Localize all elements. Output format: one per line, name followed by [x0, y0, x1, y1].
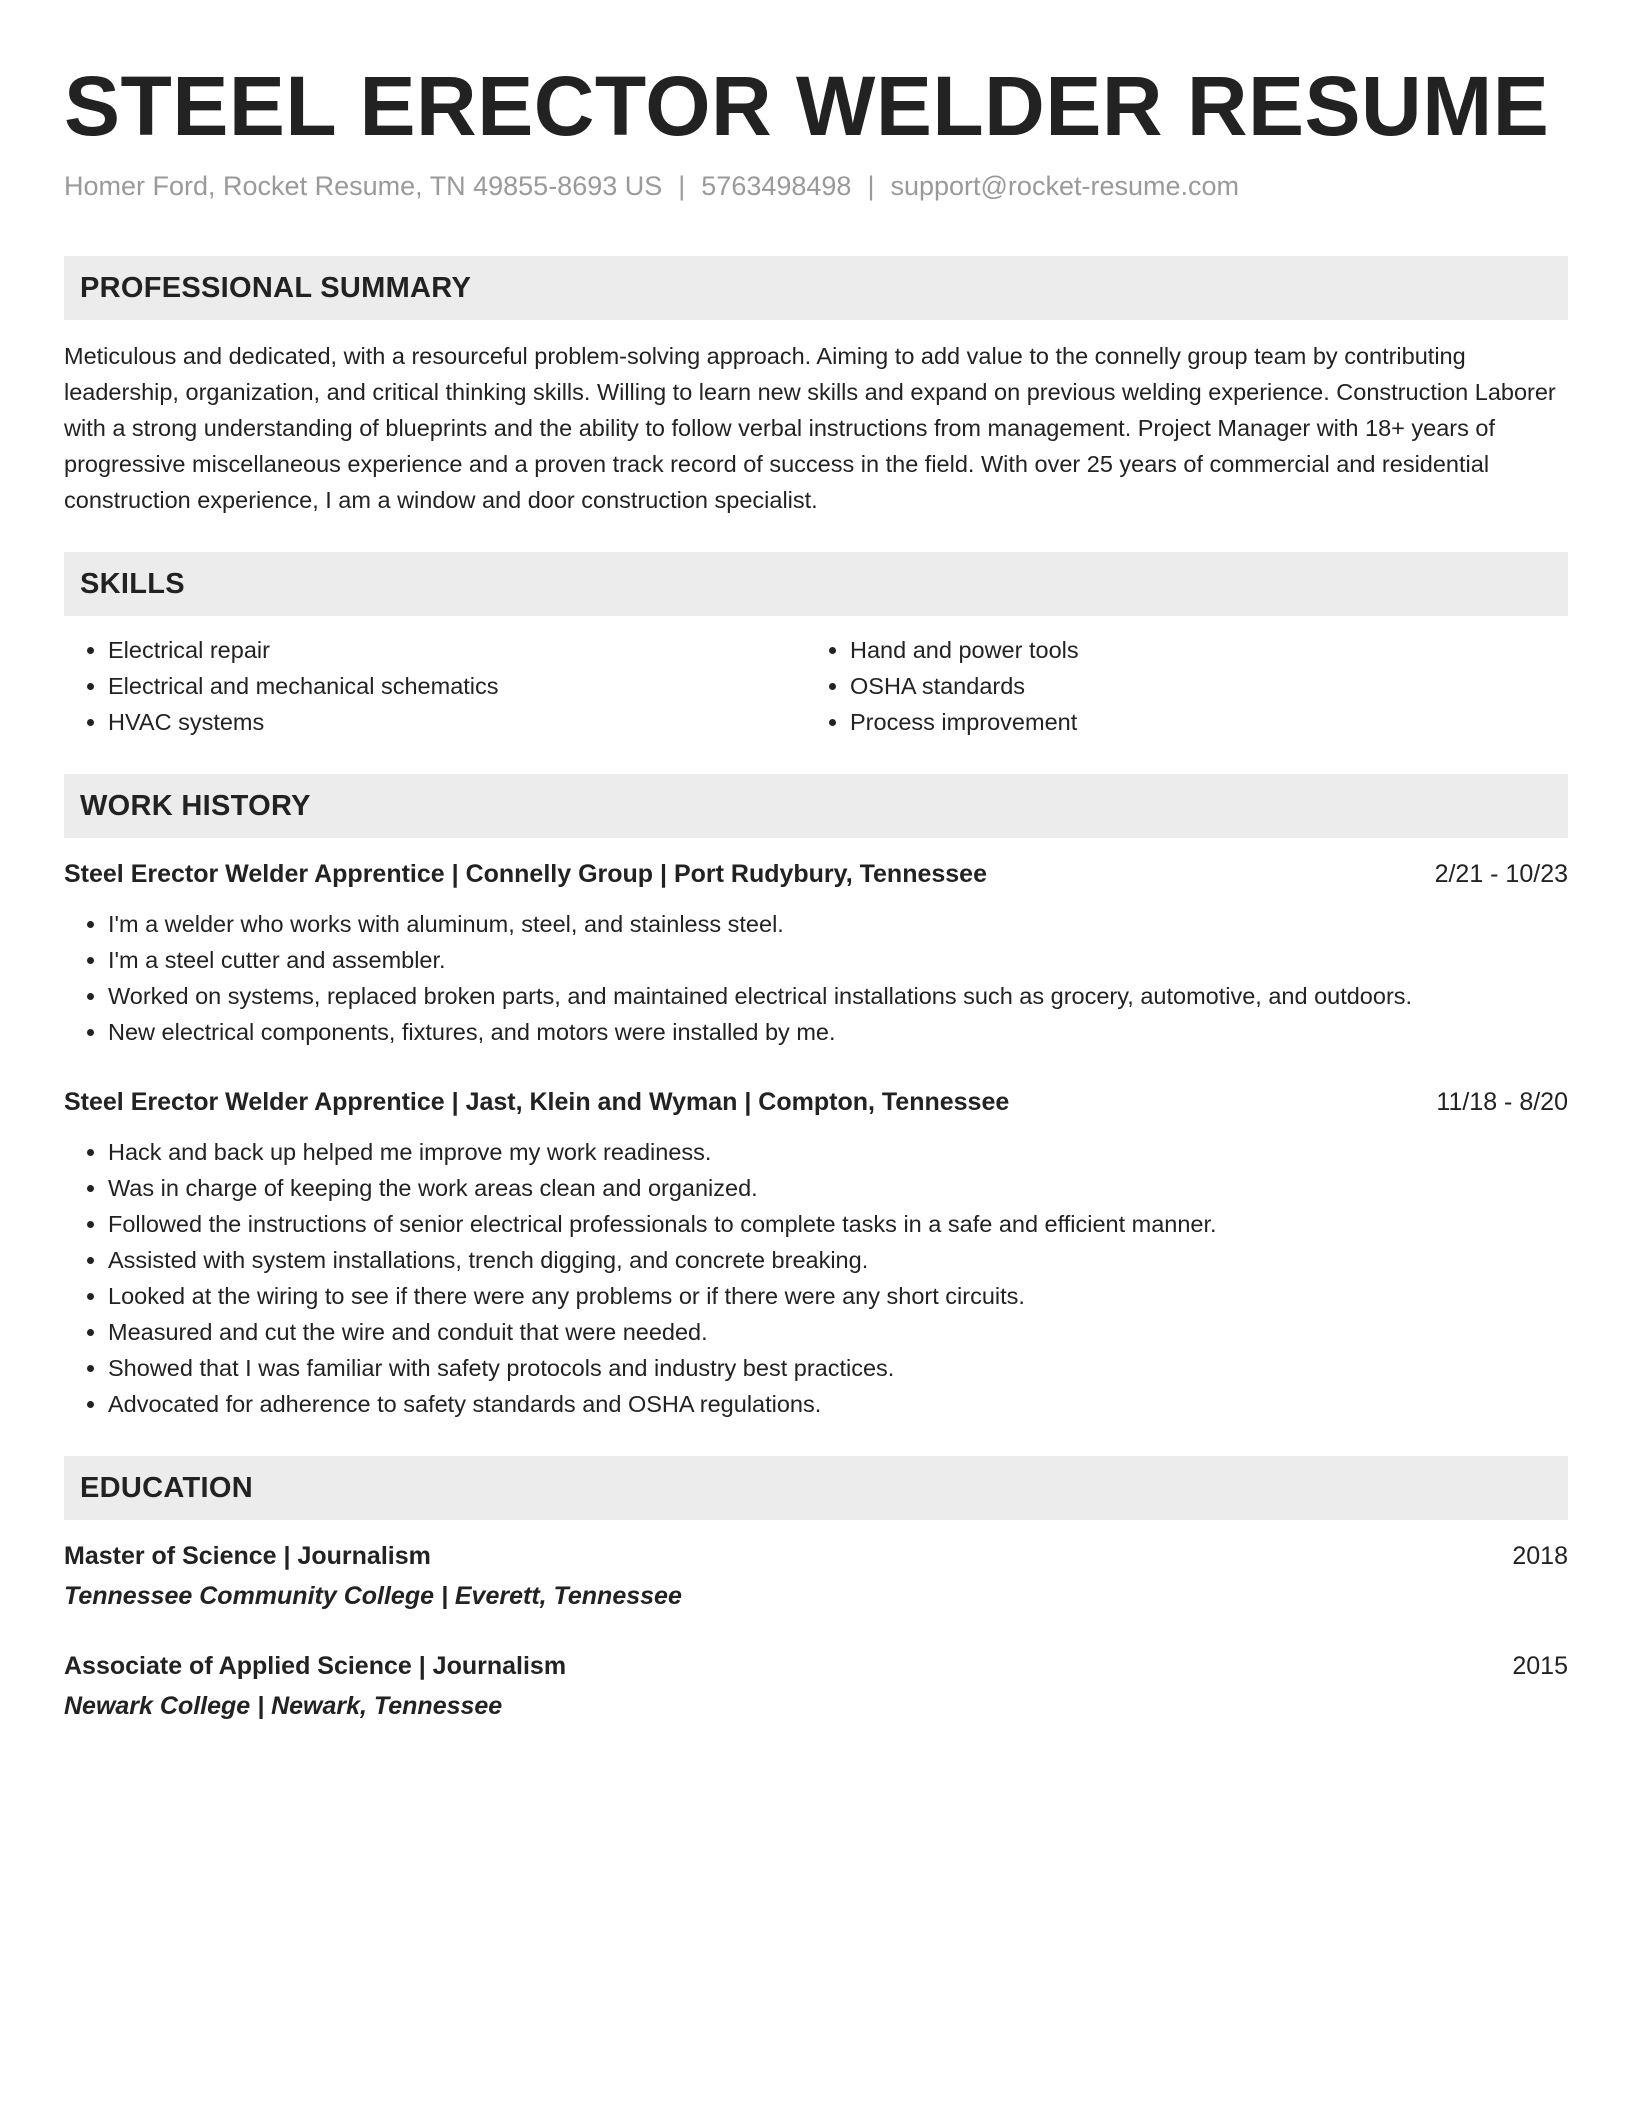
skills-column-right [806, 632, 1548, 740]
contact-email: support@rocket-resume.com [890, 171, 1239, 201]
education-entry [64, 1648, 1568, 1724]
job-bullet: • Advocated for adherence to safety standards and OSHA regulations. [108, 1386, 1568, 1422]
skill-item: • Hand and power tools [850, 632, 1548, 668]
education-school: Newark College | Newark, Tennessee [64, 1692, 503, 1720]
education-header [64, 1538, 1568, 1574]
skill-item: • OSHA standards [850, 668, 1548, 704]
job-header [64, 856, 1568, 892]
job-bullets [64, 1134, 1568, 1422]
education-degree: Associate of Applied Science | Journalism [64, 1652, 567, 1680]
job-bullet: • Assisted with system installations, trench digging, and concrete breaking. [108, 1242, 1568, 1278]
section-header-skills: SKILLS [64, 552, 1568, 616]
job-dates: 11/18 - 8/20 [1436, 1088, 1568, 1116]
job-entry [64, 1084, 1568, 1422]
education-header [64, 1648, 1568, 1684]
job-bullet: • I'm a welder who works with aluminum, steel, and stainless steel. [108, 906, 1568, 942]
summary-text: Meticulous and dedicated, with a resourceful problem-solving approach. Aiming to add value to the connelly group team by contributing leadership, organization, and critical thinking skills. Willing to learn new skills and expand on previous welding experience. Construction Laborer with a strong understanding of blueprints and the ability to follow verbal instructions from management. Project Manager with 18+ years of progressive miscellaneous experience and a proven track record of success in the field. With over 25 years of commercial and residential construction experience, I am a window and door construction specialist. [64, 343, 1556, 513]
contact-line [64, 168, 1568, 204]
job-entry [64, 856, 1568, 1050]
job-bullet: • Hack and back up helped me improve my work readiness. [108, 1134, 1568, 1170]
education-degree: Master of Science | Journalism [64, 1542, 431, 1570]
skill-item: • Electrical and mechanical schematics [108, 668, 806, 704]
contact-separator: | [867, 171, 875, 201]
skills-list [64, 632, 1568, 740]
skills-column-left [64, 632, 806, 740]
job-dates: 2/21 - 10/23 [1434, 860, 1568, 888]
resume-title: STEEL ERECTOR WELDER RESUME [64, 59, 1550, 153]
contact-separator: | [678, 171, 686, 201]
job-title: Steel Erector Welder Apprentice | Jast, Klein and Wyman | Compton, Tennessee [64, 1088, 1010, 1116]
job-title: Steel Erector Welder Apprentice | Connelly Group | Port Rudybury, Tennessee [64, 860, 987, 888]
job-bullet: • Looked at the wiring to see if there were any problems or if there were any short circuits. [108, 1278, 1568, 1314]
contact-phone: 5763498498 [701, 171, 852, 201]
education-school: Tennessee Community College | Everett, Tennessee [64, 1582, 682, 1610]
resume-page [64, 0, 1568, 1724]
job-bullet: • I'm a steel cutter and assembler. [108, 942, 1568, 978]
education-year: 2015 [1512, 1652, 1568, 1680]
skill-item: • Process improvement [850, 704, 1548, 740]
job-bullet: • Followed the instructions of senior electrical professionals to complete tasks in a safe and efficient manner. [108, 1206, 1568, 1242]
job-bullet: • Measured and cut the wire and conduit that were needed. [108, 1314, 1568, 1350]
education-year: 2018 [1512, 1542, 1568, 1570]
job-bullet: • New electrical components, fixtures, and motors were installed by me. [108, 1014, 1568, 1050]
job-header [64, 1084, 1568, 1120]
contact-address: Homer Ford, Rocket Resume, TN 49855-8693 US [64, 171, 663, 201]
skill-item: • HVAC systems [108, 704, 806, 740]
job-bullet: • Showed that I was familiar with safety protocols and industry best practices. [108, 1350, 1568, 1386]
section-header-work-history: WORK HISTORY [64, 774, 1568, 838]
section-header-education: EDUCATION [64, 1456, 1568, 1520]
education-entry [64, 1538, 1568, 1614]
skill-item: • Electrical repair [108, 632, 806, 668]
section-header-summary: PROFESSIONAL SUMMARY [64, 256, 1568, 320]
job-bullet: • Was in charge of keeping the work areas clean and organized. [108, 1170, 1568, 1206]
job-bullet: • Worked on systems, replaced broken parts, and maintained electrical installations such as grocery, automotive, and outdoors. [108, 978, 1568, 1014]
job-bullets [64, 906, 1568, 1050]
